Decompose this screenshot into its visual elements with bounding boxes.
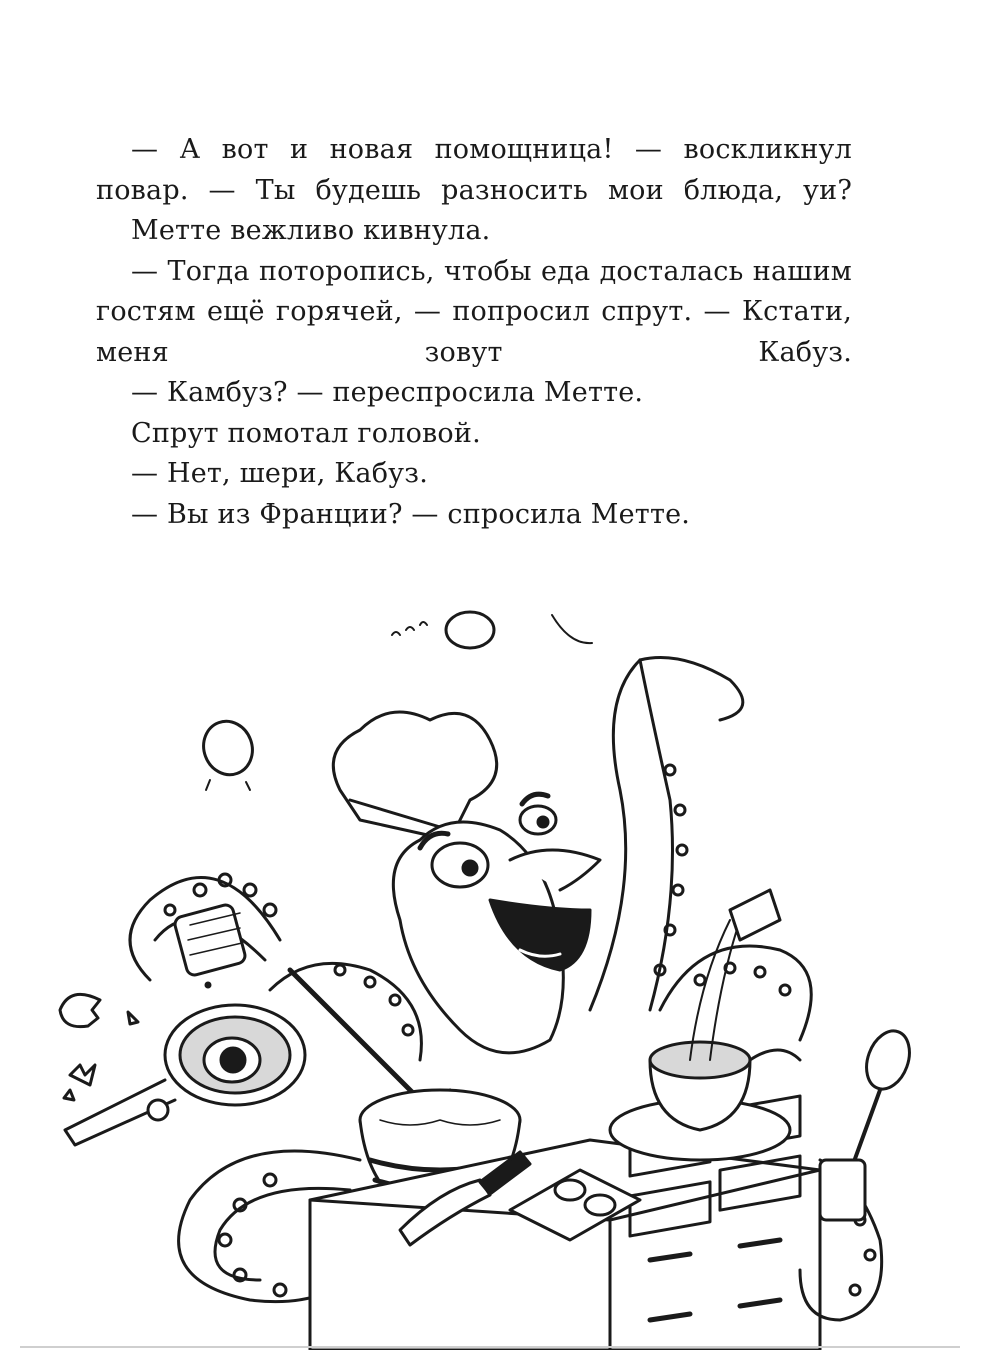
paragraph-3: — Тогда поторопись, чтобы еда досталась нашим гостям ещё горячей, — попросил спрут. — Кстати, меня зовут Кабуз. [96, 255, 852, 368]
tentacle-right [660, 890, 811, 1040]
paragraph-1: — А вот и новая помощница! — воскликнул повар. — Ты будешь разносить мои блюда, уи? [96, 134, 852, 206]
paragraph-6: — Нет, шери, Кабуз. [131, 458, 428, 489]
egg-left-icon [196, 714, 260, 790]
tentacle-upper-right [590, 658, 743, 1011]
frying-pan-icon [65, 1005, 305, 1145]
story-text [96, 130, 852, 535]
paragraph-7: — Вы из Франции? — спросила Метте. [131, 498, 691, 530]
egg-top-icon [392, 612, 592, 648]
octopus-chef-illustration [40, 590, 960, 1350]
paragraph-5: Спрут помотал головой. [131, 417, 481, 449]
page-edge-divider [20, 1346, 960, 1348]
eggshell-icon [60, 994, 138, 1100]
paragraph-4: — Камбуз? — переспросила Метте. [131, 377, 644, 408]
chef-hat-icon [333, 712, 496, 840]
paragraph-2: Метте вежливо кивнула. [131, 215, 491, 246]
